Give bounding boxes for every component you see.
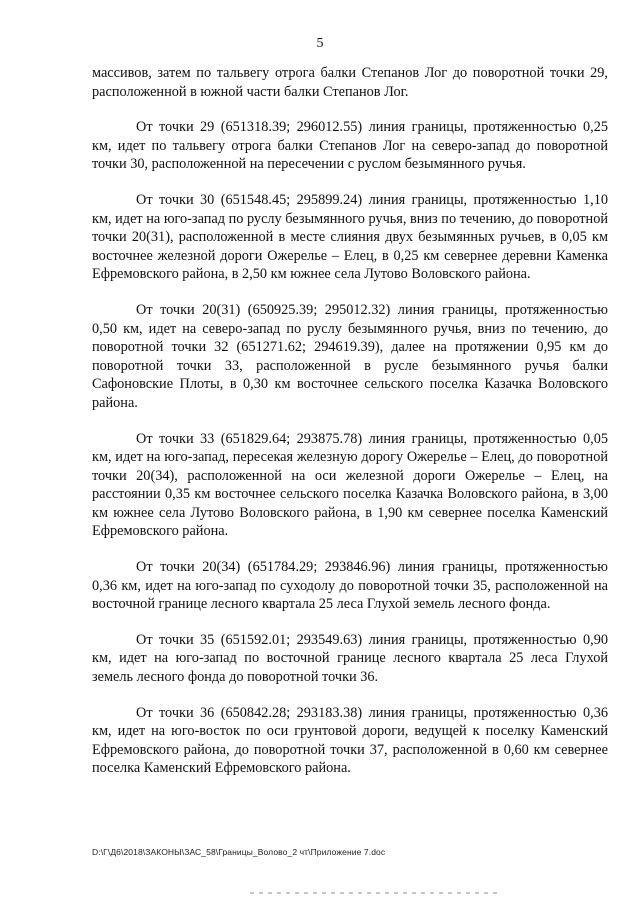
paragraph-point-30: От точки 30 (651548.45; 295899.24) линия границы, протяженностью 1,10 км, идет на юго-запад по руслу безымянного ручья, вниз по течению, до поворотной точки 20(31), расположенной в месте слияния двух безымянных ручьев, в 0,05 км восточнее железной дороги Ожерелье – Елец, в 0,25 км севернее деревни Каменка Ефремовского района, в 2,50 км южнее села Лутово Воловского района. [92,191,608,283]
document-body [92,64,608,778]
page-number: 5 [316,36,324,51]
paragraph-point-35: От точки 35 (651592.01; 293549.63) линия границы, протяженностью 0,90 км, идет на юго-запад по восточной границе лесного квартала 25 леса Глухой земель лесного фонда до поворотной точки 36. [92,631,608,686]
paragraph-point-20-34: От точки 20(34) (651784.29; 293846.96) линия границы, протяженностью 0,36 км, идет на юго-запад по суходолу до поворотной точки 35, расположенной на восточной границе лесного квартала 25 леса Глухой земель лесного фонда. [92,559,608,613]
paragraph-point-33: От точки 33 (651829.64; 293875.78) линия границы, протяженностью 0,05 км, идет на юго-запад, пересекая железную дорогу Ожерелье – Елец, до поворотной точки 20(34), расположенной на оси железной дороги Ожерелье – Елец, на расстоянии 0,35 км восточнее сельского поселка Казачка Воловского района, в 3,00 км южнее села Лутово Воловского района, в 1,90 км севернее поселка Каменский Ефремовского района. [92,430,608,540]
paragraph-point-36: От точки 36 (650842.28; 293183.38) линия границы, протяженностью 0,36 км, идет на юго-восток по оси грунтовой дороги, ведущей к поселку Каменский Ефремовского района, до поворотной точки 37, расположенной в 0,60 км севернее поселка Каменский Ефремовского района. [92,704,608,777]
scan-artifact [250,892,500,894]
paragraph-continuation: массивов, затем по тальвегу отрога балки Степанов Лог до поворотной точки 29, расположенной в южной части балки Степанов Лог. [92,65,608,100]
paragraph-point-20-31: От точки 20(31) (650925.39; 295012.32) линия границы, протяженностью 0,50 км, идет на северо-запад по руслу безымянного ручья, вниз по течению, до поворотной точки 32 (651271.62; 294619.39), далее на протяжении 0,95 км до поворотной точки 33, расположенной в русле безымянного ручья балки Сафоновские Плоты, в 0,30 км восточнее сельского поселка Казачка Воловского района. [92,301,608,411]
paragraph-point-29: От точки 29 (651318.39; 296012.55) линия границы, протяженностью 0,25 км, идет по тальвегу отрога балки Степанов Лог на северо-запад до поворотной точки 30, расположенной на пересечении с руслом безымянного ручья. [92,119,608,173]
footer-file-path: D:\Г\Д6\2018\ЗАКОНЫ\ЗАС_58\Границы_Волово_2 чт\Приложение 7.doc [92,847,386,857]
